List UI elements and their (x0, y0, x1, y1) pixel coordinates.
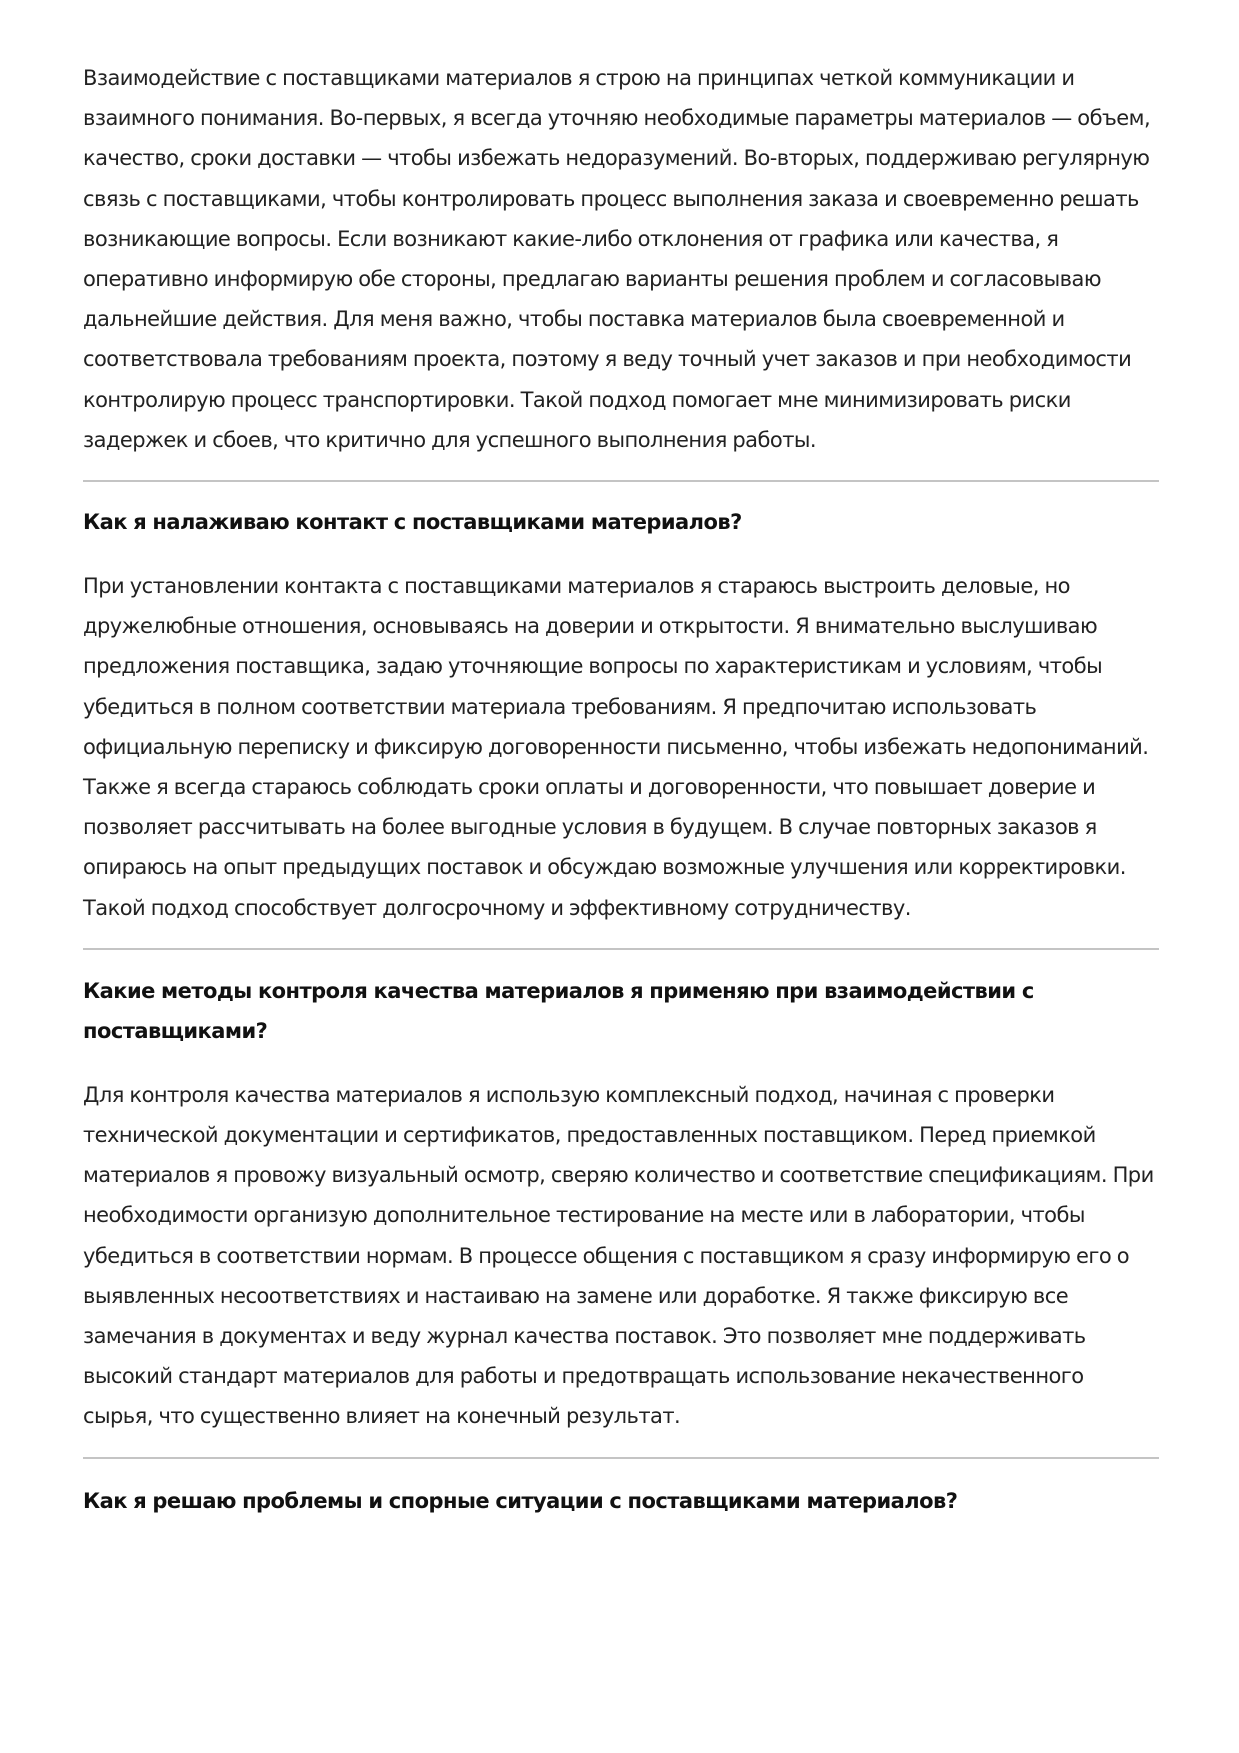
document-content (83, 58, 1159, 1521)
question-heading-1: Как я налаживаю контакт с поставщиками материалов? (83, 510, 742, 535)
answer-paragraph-3: Для контроля качества материалов я использую комплексный подход, начиная с проверки технической документации и сертификатов, предоставленных поставщиком. Перед приемкой материалов я провожу визуальный осмотр, сверяю количество и соответствие спецификациям. При необходимости организую дополнительное тестирование на месте или в лаборатории, чтобы убедиться в соответствии нормам. В процессе общения с поставщиком я сразу информирую его о выявленных несоответствиях и настаиваю на замене или доработке. Я также фиксирую все замечания в документах и веду журнал качества поставок. Это позволяет мне поддерживать высокий стандарт материалов для работы и предотвращать использование некачественного сырья, что существенно влияет на конечный результат. (83, 1082, 1154, 1429)
answer-paragraph-1: Взаимодействие с поставщиками материалов я строю на принципах четкой коммуникации и взаимного понимания. Во-первых, я всегда уточняю необходимые параметры материалов — объем, качество, сроки доставки — чтобы избежать недоразумений. Во-вторых, поддерживаю регулярную связь с поставщиками, чтобы контролировать процесс выполнения заказа и своевременно решать возникающие вопросы. Если возникают какие-либо отклонения от графика или качества, я оперативно информирую обе стороны, предлагаю варианты решения проблем и согласовываю дальнейшие действия. Для меня важно, чтобы поставка материалов была своевременной и соответствовала требованиям проекта, поэтому я веду точный учет заказов и при необходимости контролирую процесс транспортировки. Такой подход помогает мне минимизировать риски задержек и сбоев, что критично для успешного выполнения работы. (83, 66, 1151, 452)
answer-paragraph-2: При установлении контакта с поставщиками материалов я стараюсь выстроить деловые, но дружелюбные отношения, основываясь на доверии и открытости. Я внимательно выслушиваю предложения поставщика, задаю уточняющие вопросы по характеристикам и условиям, чтобы убедиться в полном соответствии материала требованиям. Я предпочитаю использовать официальную переписку и фиксирую договоренности письменно, чтобы избежать недопониманий. Также я всегда стараюсь соблюдать сроки оплаты и договоренности, что повышает доверие и позволяет рассчитывать на более выгодные условия в будущем. В случае повторных заказов я опираюсь на опыт предыдущих поставок и обсуждаю возможные улучшения или корректировки. Такой подход способствует долгосрочному и эффективному сотрудничеству. (83, 574, 1149, 920)
section-divider (83, 480, 1159, 482)
question-heading-2: Какие методы контроля качества материалов я применяю при взаимодействии с поставщиками? (83, 978, 1034, 1043)
question-heading-3: Как я решаю проблемы и спорные ситуации с поставщиками материалов? (83, 1488, 958, 1513)
section-divider (83, 1457, 1159, 1459)
section-divider (83, 948, 1159, 950)
